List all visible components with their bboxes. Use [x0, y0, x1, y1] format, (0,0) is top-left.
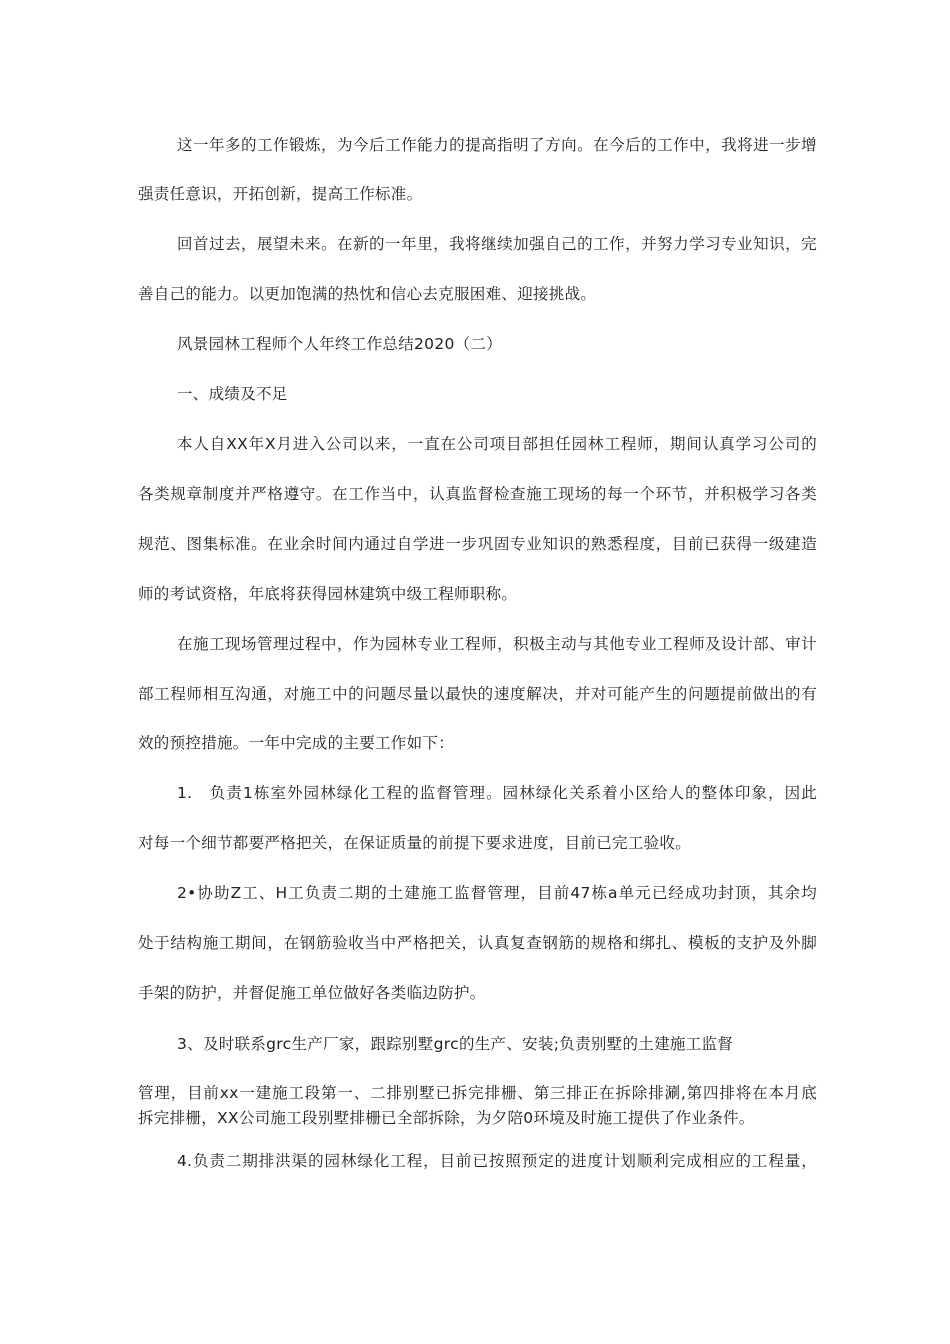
paragraph-line: 善自己的能力。以更加饱满的热忱和信心去克服困难、迎接挑战。: [138, 285, 597, 303]
list-item-line: 3、及时联系grc生产厂家，跟踪别墅grc的生产、安装;负责别墅的土建施工监督: [177, 1035, 734, 1053]
list-item-line: 手架的防护，并督促施工单位做好各类临边防护。: [138, 984, 486, 1002]
paragraph-line: 师的考试资格，年底将获得园林建筑中级工程师职称。: [138, 585, 518, 603]
paragraph-line: 回首过去，展望未来。在新的一年里，我将继续加强自己的工作，并努力学习专业知识，完: [177, 235, 817, 253]
section-title: 风景园林工程师个人年终工作总结2020（二）: [177, 335, 503, 353]
paragraph-line: 规范、图集标准。在业余时间内通过自学进一步巩固专业知识的熟悉程度，目前已获得一级建造: [138, 535, 817, 553]
paragraph-line: 这一年多的工作锻炼，为今后工作能力的提高指明了方向。在今后的工作中，我将进一步增: [177, 136, 817, 154]
list-item-line: 2•协助Z工、H工负责二期的土建施工监督管理，目前47栋a单元已经成功封顶，其余均: [177, 884, 817, 902]
list-item-line: 处于结构施工期间，在钢筋验收当中严格把关，认真复查钢筋的规格和绑扎、模板的支护及外脚: [138, 934, 817, 952]
list-item-line: 对每一个细节都要严格把关，在保证质量的前提下要求进度，目前已完工验收。: [138, 834, 692, 852]
list-item-line: 管理，目前xx一建施工段第一、二排别墅已拆完排栅、第三排正在拆除排涮,第四排将在本月底: [138, 1084, 817, 1102]
paragraph-line: 部工程师相互沟通，对施工中的问题尽量以最快的速度解决，并对可能产生的问题提前做出的有: [138, 685, 817, 703]
paragraph-line: 在施工现场管理过程中，作为园林专业工程师，积极主动与其他专业工程师及设计部、审计: [177, 635, 817, 653]
paragraph-line: 效的预控措施。一年中完成的主要工作如下：: [138, 734, 455, 752]
list-item-line: 拆完排栅，XX公司施工段别墅排栅已全部拆除，为夕陪0环境及时施工提供了作业条件。: [138, 1109, 755, 1127]
paragraph-line: 本人自XX年X月进入公司以来，一直在公司项目部担任园林工程师，期间认真学习公司的: [177, 435, 817, 453]
paragraph-line: 各类规章制度并严格遵守。在工作当中，认真监督检查施工现场的每一个环节，并积极学习各类: [138, 485, 817, 503]
list-item-line: 1. 负责1栋室外园林绿化工程的监督管理。园林绿化关系着小区给人的整体印象，因此: [177, 784, 817, 802]
list-item-line: 4.负责二期排洪渠的园林绿化工程，目前已按照预定的进度计划顺利完成相应的工程量，: [177, 1152, 817, 1170]
section-heading: 一、成绩及不足: [177, 385, 288, 403]
paragraph-line: 强责任意识，开拓创新，提高工作标准。: [138, 185, 423, 203]
